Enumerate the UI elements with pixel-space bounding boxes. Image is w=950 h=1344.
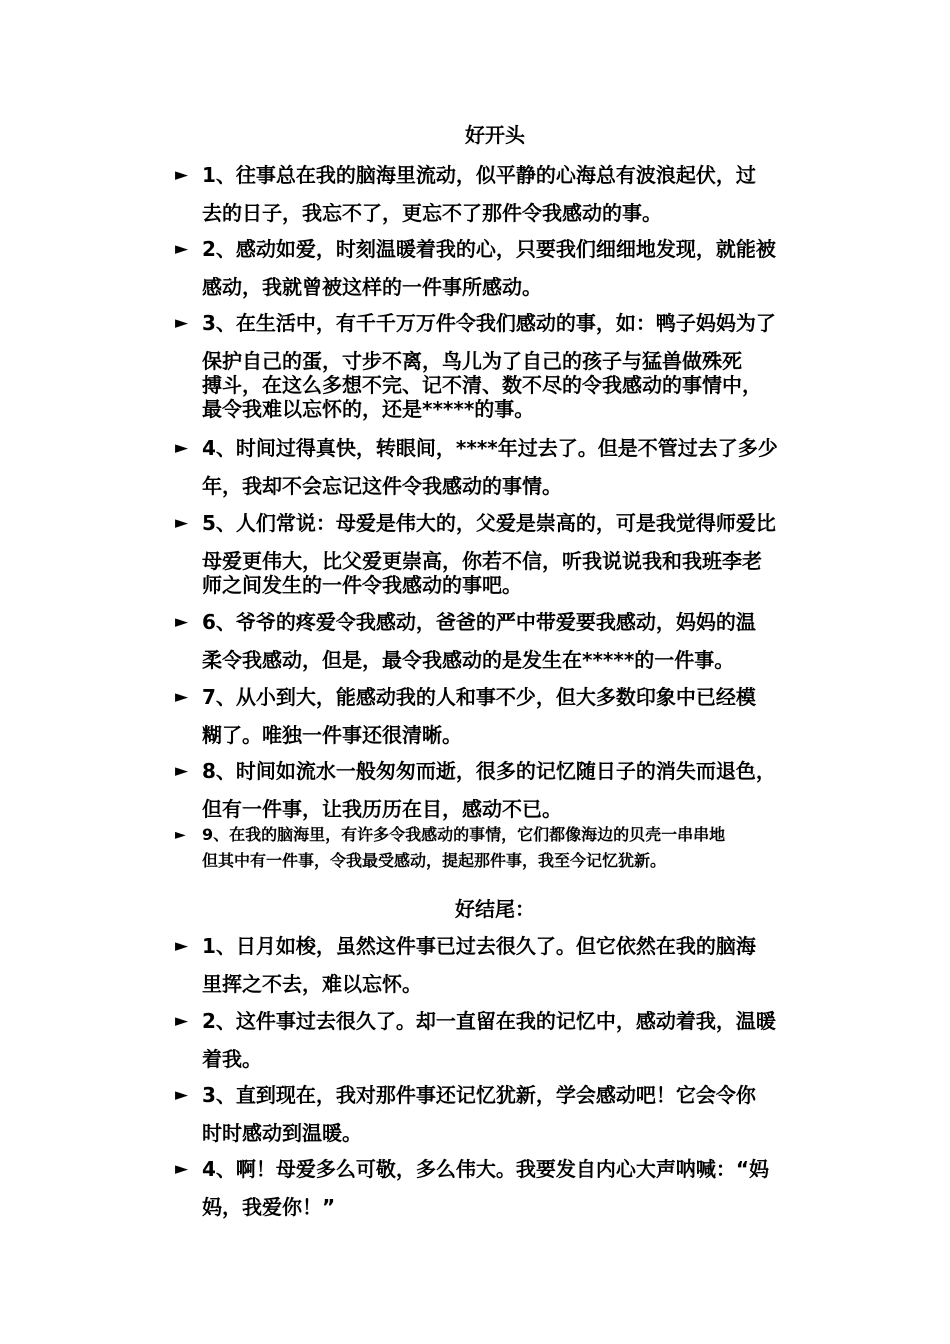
bullet-icon: ► [175,687,189,707]
opening-heading: 好开头 [465,123,525,147]
text-line: 3、在生活中，有千千万万件令我们感动的事，如：鸭子妈妈为了 [202,311,776,335]
item-text [202,1157,827,1219]
text-line: 糊了。唯独一件事还很清晰。 [202,723,462,747]
bullet-icon: ► [175,827,186,843]
text-line: 师之间发生的一件令我感动的事吧。 [202,573,522,597]
text-line: 1、往事总在我的脑海里流动，似平静的心海总有波浪起伏，过 [202,163,756,187]
text-line: 妈，我爱你！” [202,1195,336,1219]
text-line: 柔令我感动，但是，最令我感动的是发生在*****的一件事。 [202,648,735,672]
text-line: 6、爷爷的疼爱令我感动，爸爸的严中带爱要我感动，妈妈的温 [202,610,756,634]
item-text [202,436,827,498]
text-line: 4、时间过得真快，转眼间，****年过去了。但是不管过去了多少 [202,436,778,460]
item-text [202,685,827,747]
item-text [202,163,827,225]
text-line: 但其中有一件事，令我最受感动，提起那件事，我至今记忆犹新。 [202,851,667,870]
text-line: 4、啊！母爱多么可敬，多么伟大。我要发自内心大声呐喊：“妈 [202,1157,770,1181]
item-text [202,1083,827,1145]
text-line: 搏斗，在这么多想不完、记不清、数不尽的令我感动的事情中， [202,373,762,397]
text-line: 年，我却不会忘记这件令我感动的事情。 [202,474,562,498]
bullet-icon: ► [175,936,189,956]
text-line: 保护自己的蛋，寸步不离，鸟儿为了自己的孩子与猛兽做殊死 [202,349,742,373]
text-line: 7、从小到大，能感动我的人和事不少，但大多数印象中已经模 [202,685,756,709]
text-line: 里挥之不去，难以忘怀。 [202,972,422,996]
bullet-icon: ► [175,1085,189,1105]
bullet-icon: ► [175,313,189,333]
item-text [202,610,827,672]
bullet-icon: ► [175,761,189,781]
text-line: 9、在我的脑海里，有许多令我感动的事情，它们都像海边的贝壳一串串地 [202,825,726,844]
ending-heading: 好结尾： [455,897,535,921]
text-line: 母爱更伟大，比父爱更崇高，你若不信，听我说说我和我班李老 [202,549,762,573]
item-text [202,1009,827,1071]
text-line: 时时感动到温暖。 [202,1121,362,1145]
bullet-icon: ► [175,438,189,458]
item-text [202,934,827,996]
text-line: 5、人们常说：母爱是伟大的，父爱是崇高的，可是我觉得师爱比 [202,511,776,535]
bullet-icon: ► [175,513,189,533]
text-line: 去的日子，我忘不了，更忘不了那件令我感动的事。 [202,201,662,225]
bullet-icon: ► [175,165,189,185]
text-line: 1、日月如梭，虽然这件事已过去很久了。但它依然在我的脑海 [202,934,756,958]
text-line: 2、感动如爱，时刻温暖着我的心，只要我们细细地发现，就能被 [202,237,776,261]
bullet-icon: ► [175,1159,189,1179]
text-line: 最令我难以忘怀的，还是*****的事。 [202,397,535,421]
text-line: 8、时间如流水一般匆匆而逝，很多的记忆随日子的消失而退色， [202,759,776,783]
bullet-icon: ► [175,1011,189,1031]
item-text [202,511,827,597]
text-line: 但有一件事，让我历历在目，感动不已。 [202,797,562,821]
text-line: 2、这件事过去很久了。却一直留在我的记忆中，感动着我，温暖 [202,1009,776,1033]
item-text [202,823,827,873]
text-line: 3、直到现在，我对那件事还记忆犹新，学会感动吧！它会令你 [202,1083,756,1107]
bullet-icon: ► [175,612,189,632]
item-text [202,237,827,299]
item-text [202,759,827,821]
item-text [202,311,827,421]
text-line: 着我。 [202,1047,262,1071]
bullet-icon: ► [175,239,189,259]
text-line: 感动，我就曾被这样的一件事所感动。 [202,275,542,299]
